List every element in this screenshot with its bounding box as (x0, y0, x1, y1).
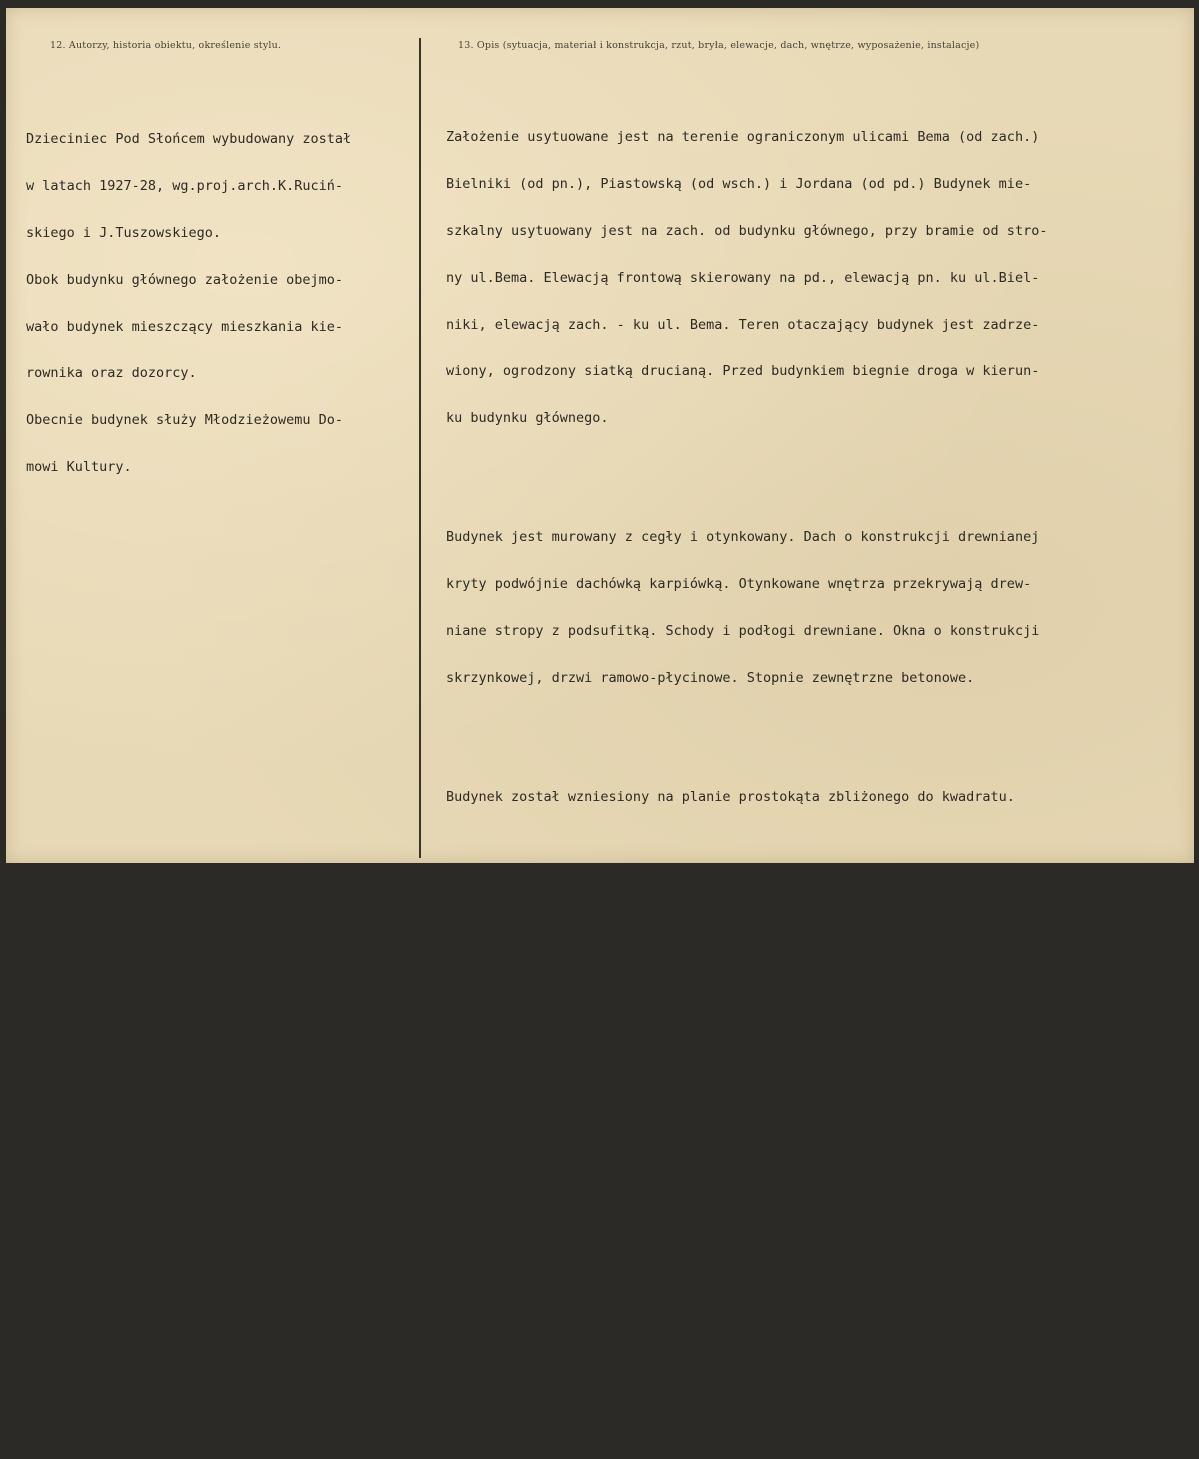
text-line: ku budynku głównego. (446, 410, 609, 427)
text-line: Obecnie budynek służy Młodzieżowemu Do- (26, 412, 343, 429)
right-column-text (446, 68, 1047, 1459)
form-paragraph (446, 878, 1047, 1003)
text-line: oknach i prostokątnym wejściem na osi, ujętym dwoma kolumienkami. (446, 1120, 975, 1137)
elevation-paragraph (446, 1044, 1047, 1262)
text-line: wało budynek mieszczący mieszkania kie- (26, 318, 343, 335)
right-column-header: 13. Opis (sytuacja, materiał i konstrukcja, rzut, bryła, elewacje, dach, wnętrze, wyposażenie, instalacje) (458, 40, 980, 51)
left-column-header: 12. Autorzy, historia obiektu, określenie stylu. (50, 40, 282, 51)
text-line: skiego i J.Tuszowskiego. (26, 224, 222, 241)
column-divider (419, 38, 421, 858)
text-line: wiony, ogrodzony siatką drucianą. Przed budynkiem biegnie droga w kierun- (446, 363, 1040, 380)
text-line: Elewacja pn. 3-osiowa, z prostokątnym wejściem na osi i prostokątnymi (446, 1167, 1007, 1184)
text-line: w latach 1927-28, wg.proj.arch.K.Ruciń- (26, 178, 343, 195)
text-line: Budynek został wzniesiony na planie prostokąta zbliżonego do kwadratu. (446, 788, 1015, 805)
text-line: Bielniki (od pn.), Piastowską (od wsch.) i Jordana (od pd.) Budynek mie- (446, 176, 1032, 193)
text-line: kryty podwójnie dachówką karpiówką. Otynkowane wnętrza przekrywają drew- (446, 576, 1032, 592)
left-column-text (26, 70, 351, 538)
text-line: oknami. (446, 1214, 503, 1231)
text-line: mowi Kultury. (26, 458, 132, 475)
text-line: Budynek wyposażony jest w instalację wod.-kan., elektryczną, gazową, (446, 1333, 999, 1350)
text-line: rownika oraz dozorcy. (26, 365, 197, 382)
construction-paragraph (446, 499, 1047, 717)
text-line: Obok budynku głównego założenie obejmo- (26, 271, 343, 288)
text-line: Elewacja frontowa budynku 1-kondygnacjowa, 3-osiowa, o prostokątnych (446, 1073, 999, 1090)
text-line: Budynek jest murowany z cegły i otynkowany. Dach o konstrukcji drewnianej (446, 529, 1040, 546)
text-line: ny ul.Bema. Elewacją frontową skierowany na pd., elewacją pn. ku ul.Biel- (446, 269, 1040, 286)
text-line: skrzynkowej, drzwi ramowo-płycinowe. Stopnie zewnętrzne betonowe. (446, 669, 975, 686)
text-line: telefoniczną, odgromową i ogrzewczą (piece). (446, 1380, 804, 1397)
location-paragraph (446, 99, 1047, 458)
text-line: Założenie usytuowane jest na terenie ograniczonym ulicami Bema (od zach.) (446, 129, 1040, 146)
text-line: Dzieciniec Pod Słońcem wybudowany został (26, 131, 352, 148)
installations-paragraph (446, 1303, 1047, 1428)
text-line: Budynek jest podpiwniczony, jednokondygnacjowy, z użytkowym poddaszem, (446, 907, 1015, 924)
text-line: niki, elewacją zach. - ku ul. Bema. Teren otaczający budynek jest zadrze- (446, 316, 1040, 333)
text-line: szkalny usytuowany jest na zach. od budynku głównego, przy bramie od stro- (446, 222, 1048, 239)
text-line: kryty dachem łamanym, czterospadowym, z oknami powiekowymi. (446, 954, 926, 971)
history-paragraph (26, 101, 351, 506)
plan-paragraph (446, 759, 1047, 837)
text-line: niane stropy z podsufitką. Schody i podłogi drewniane. Okna o konstrukcji (446, 622, 1040, 639)
document-sheet (6, 8, 1194, 1397)
